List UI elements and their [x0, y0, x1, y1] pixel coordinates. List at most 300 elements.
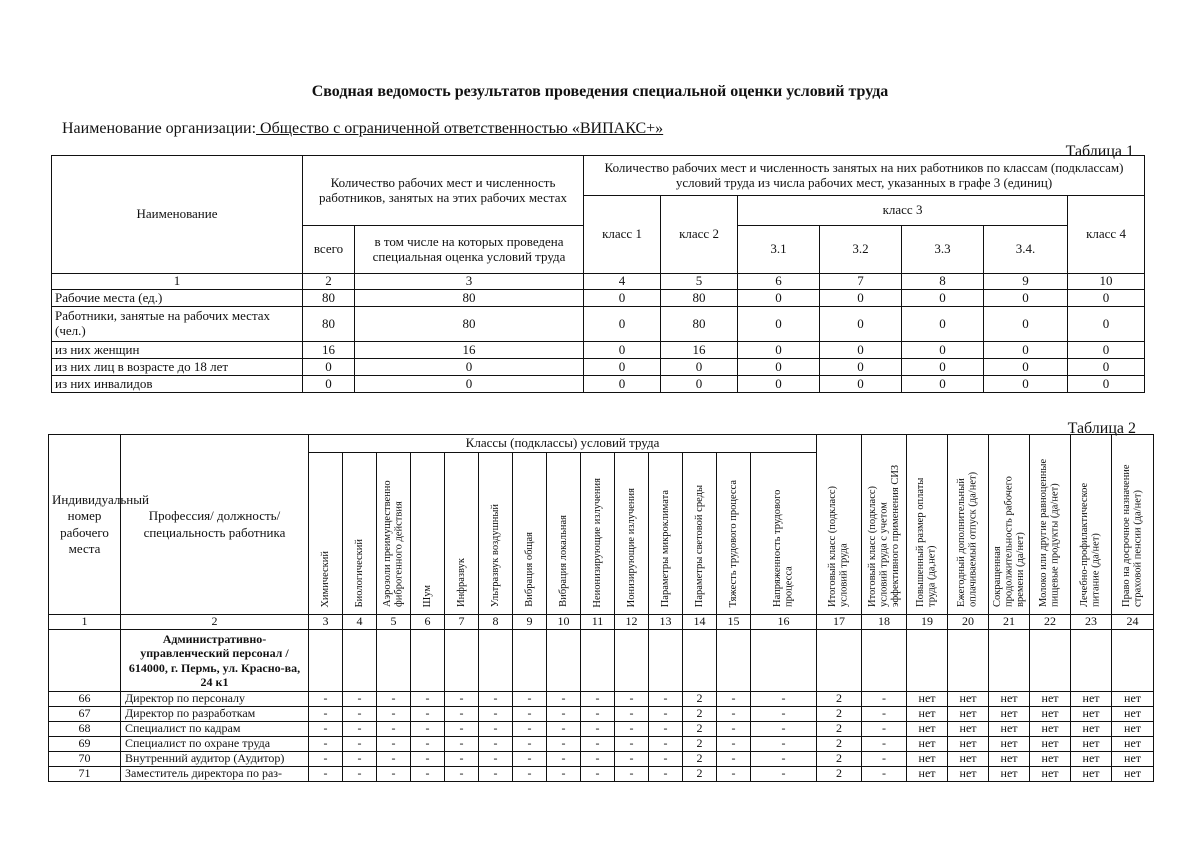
t1-cell: 80 — [355, 307, 584, 342]
t2-cell: - — [309, 752, 343, 767]
t1-cell: 0 — [738, 290, 820, 307]
t1-header-workplaces: Количество рабочих мест и численность работников, занятых на этих рабочих местах — [303, 156, 584, 226]
t1-row-label: Рабочие места (ед.) — [52, 290, 303, 307]
t2-cell: - — [717, 767, 751, 782]
t1-column-number: 8 — [902, 274, 984, 290]
t2-column-number: 18 — [862, 615, 907, 630]
t2-cell: нет — [1071, 737, 1112, 752]
t2-column-number: 21 — [989, 615, 1030, 630]
t1-header-c33: 3.3 — [902, 226, 984, 274]
t2-cell: - — [343, 722, 377, 737]
t2-cell: - — [547, 707, 581, 722]
t2-section-empty — [989, 629, 1030, 692]
t2-cell: - — [513, 692, 547, 707]
t2-cell: - — [717, 692, 751, 707]
t2-cell: - — [445, 737, 479, 752]
t1-cell: 0 — [902, 359, 984, 376]
t2-header-summary — [1112, 435, 1154, 615]
t2-cell: - — [479, 707, 513, 722]
t2-header-factor-label: Ионизирующие излучения — [625, 487, 637, 608]
t2-header-factor — [309, 453, 343, 615]
t2-cell: нет — [989, 737, 1030, 752]
t2-header-factor-label: Тяжесть трудового процесса — [727, 479, 739, 608]
t2-column-number: 10 — [547, 615, 581, 630]
t2-column-number: 9 — [513, 615, 547, 630]
t1-column-numbers-row — [52, 274, 1145, 290]
t2-column-numbers-row — [49, 615, 1154, 630]
t2-header-summary — [817, 435, 862, 615]
t2-column-number: 1 — [49, 615, 121, 630]
t2-section-empty — [411, 629, 445, 692]
t2-cell: - — [581, 737, 615, 752]
t2-cell: - — [479, 767, 513, 782]
t2-header-summary — [862, 435, 907, 615]
t2-cell: - — [862, 722, 907, 737]
t2-cell: - — [445, 767, 479, 782]
t2-cell: - — [513, 767, 547, 782]
t2-column-number: 6 — [411, 615, 445, 630]
t1-cell: 0 — [584, 376, 661, 393]
t1-cell: 0 — [820, 342, 902, 359]
t2-cell: - — [377, 752, 411, 767]
t2-cell: - — [862, 737, 907, 752]
t1-cell: 0 — [355, 376, 584, 393]
t2-cell: нет — [907, 692, 948, 707]
t2-cell: нет — [1030, 722, 1071, 737]
t2-cell: - — [445, 752, 479, 767]
t1-cell: 0 — [584, 290, 661, 307]
t2-cell: нет — [948, 752, 989, 767]
t2-header-factor-label: Аэрозоли преимущественно фиброгенного действия — [381, 480, 405, 608]
t2-header-factor — [343, 453, 377, 615]
t2-row-name: Внутренний аудитор (Аудитор) — [121, 752, 309, 767]
t2-section-empty — [1112, 629, 1154, 692]
t1-column-number: 3 — [355, 274, 584, 290]
t2-section-empty — [377, 629, 411, 692]
t2-section-empty — [683, 629, 717, 692]
t2-header-factor-label: Напряженность трудового процесса — [771, 489, 795, 608]
t2-column-number: 13 — [649, 615, 683, 630]
t2-cell: 2 — [817, 737, 862, 752]
t2-section-empty — [907, 629, 948, 692]
t2-cell: - — [377, 722, 411, 737]
t2-cell: - — [343, 767, 377, 782]
t2-row — [49, 737, 1154, 752]
t2-header-summary-label: Лечебно-профилактическое питание (да/нет) — [1079, 483, 1103, 608]
t2-cell: - — [411, 722, 445, 737]
t1-cell: 0 — [738, 307, 820, 342]
t2-cell: нет — [1071, 767, 1112, 782]
t2-cell: - — [581, 707, 615, 722]
t2-cell: - — [615, 707, 649, 722]
t2-column-number: 15 — [717, 615, 751, 630]
t2-cell: 2 — [817, 767, 862, 782]
t2-section-empty — [1071, 629, 1112, 692]
t2-row — [49, 692, 1154, 707]
t2-section-empty — [817, 629, 862, 692]
t2-cell: 2 — [683, 707, 717, 722]
t1-column-number: 9 — [984, 274, 1068, 290]
table1-caption: Таблица 1 — [1065, 143, 1134, 160]
t2-row — [49, 752, 1154, 767]
t2-header-factor-label: Шум — [421, 584, 433, 608]
organization-label: Наименование организации: — [62, 120, 257, 137]
t2-cell: - — [751, 692, 817, 707]
document-title: Сводная ведомость результатов проведения специальной оценки условий труда — [311, 83, 889, 100]
t2-column-number: 16 — [751, 615, 817, 630]
t2-cell: нет — [948, 737, 989, 752]
t2-header-factor — [615, 453, 649, 615]
t2-row — [49, 767, 1154, 782]
t2-cell: - — [862, 707, 907, 722]
t2-cell: - — [343, 692, 377, 707]
t2-section-empty — [581, 629, 615, 692]
t2-cell: - — [615, 722, 649, 737]
t2-section-empty — [615, 629, 649, 692]
t1-cell: 0 — [584, 359, 661, 376]
t2-column-number: 19 — [907, 615, 948, 630]
t1-row-label: из них инвалидов — [52, 376, 303, 393]
t2-section-id — [49, 629, 121, 692]
t1-cell: 0 — [584, 342, 661, 359]
t2-cell: - — [309, 692, 343, 707]
t2-cell: - — [717, 752, 751, 767]
t1-cell: 0 — [984, 290, 1068, 307]
t2-section-title: Административно-управленческий персонал / 614000, г. Пермь, ул. Красно-ва, 24 к1 — [121, 629, 309, 692]
t2-section-empty — [1030, 629, 1071, 692]
t2-section-empty — [717, 629, 751, 692]
t1-cell: 0 — [984, 342, 1068, 359]
t1-cell: 0 — [584, 307, 661, 342]
t1-cell: 0 — [902, 307, 984, 342]
t2-section-empty — [948, 629, 989, 692]
t2-cell: нет — [1071, 707, 1112, 722]
t2-row-id: 70 — [49, 752, 121, 767]
t2-cell: - — [411, 692, 445, 707]
t2-column-number: 14 — [683, 615, 717, 630]
t2-row-id: 67 — [49, 707, 121, 722]
t1-header-c31: 3.1 — [738, 226, 820, 274]
t2-cell: нет — [907, 707, 948, 722]
t2-row-name: Директор по персоналу — [121, 692, 309, 707]
t1-header-class2: класс 2 — [661, 196, 738, 274]
t2-cell: нет — [989, 767, 1030, 782]
t1-cell: 0 — [984, 307, 1068, 342]
t2-row — [49, 707, 1154, 722]
t1-cell: 0 — [355, 359, 584, 376]
table2-caption: Таблица 2 — [1067, 420, 1136, 437]
t1-cell: 0 — [661, 376, 738, 393]
t2-section-empty — [343, 629, 377, 692]
t2-cell: - — [377, 737, 411, 752]
t2-section-row — [49, 629, 1154, 692]
t2-cell: - — [862, 692, 907, 707]
t2-cell: - — [343, 707, 377, 722]
t2-cell: - — [717, 722, 751, 737]
t1-column-number: 4 — [584, 274, 661, 290]
t2-cell: - — [581, 722, 615, 737]
t2-header-factor-label: Параметры световой среды — [693, 484, 705, 608]
t2-header-factor — [649, 453, 683, 615]
t2-cell: нет — [948, 767, 989, 782]
t2-cell: - — [309, 737, 343, 752]
t2-cell: - — [547, 692, 581, 707]
t2-cell: 2 — [817, 692, 862, 707]
t1-header-class1: класс 1 — [584, 196, 661, 274]
t2-header-factor-label: Биологический — [353, 538, 365, 608]
t2-cell: - — [513, 737, 547, 752]
t2-cell: нет — [989, 692, 1030, 707]
t2-header-factor — [513, 453, 547, 615]
t2-cell: - — [479, 752, 513, 767]
t2-cell: нет — [1030, 752, 1071, 767]
t2-header-summary-label: Право на досрочное назначение страховой пенсии (да/нет) — [1120, 464, 1144, 608]
t1-row — [52, 359, 1145, 376]
t2-header-summary — [907, 435, 948, 615]
organization-value: Общество с ограниченной ответственностью «ВИПАКС+» — [256, 120, 664, 137]
t2-cell: - — [547, 737, 581, 752]
t1-row — [52, 376, 1145, 393]
t1-header-assessed: в том числе на которых проведена специальная оценка условий труда — [355, 226, 584, 274]
t2-cell: - — [309, 722, 343, 737]
t1-header-c34: 3.4. — [984, 226, 1068, 274]
t1-cell: 80 — [303, 290, 355, 307]
t2-header-factor-label: Химический — [319, 550, 331, 608]
t2-cell: - — [309, 767, 343, 782]
t2-column-number: 17 — [817, 615, 862, 630]
t1-column-number: 7 — [820, 274, 902, 290]
t1-cell: 0 — [1068, 376, 1145, 393]
t2-cell: - — [751, 767, 817, 782]
t2-cell: - — [513, 752, 547, 767]
t1-header-class3: класс 3 — [738, 196, 1068, 226]
t2-section-empty — [309, 629, 343, 692]
t2-column-number: 8 — [479, 615, 513, 630]
t2-row — [49, 722, 1154, 737]
t1-cell: 0 — [738, 359, 820, 376]
t2-header-summary — [989, 435, 1030, 615]
t1-cell: 80 — [661, 307, 738, 342]
t2-header-factor-label: Параметры микроклимата — [659, 489, 671, 608]
t1-cell: 0 — [820, 376, 902, 393]
t2-column-number: 12 — [615, 615, 649, 630]
t2-cell: - — [581, 692, 615, 707]
t2-cell: - — [479, 692, 513, 707]
t2-cell: - — [751, 737, 817, 752]
t2-cell: - — [615, 737, 649, 752]
t1-column-number: 6 — [738, 274, 820, 290]
t1-column-number: 5 — [661, 274, 738, 290]
t1-cell: 0 — [303, 359, 355, 376]
t2-row-id: 69 — [49, 737, 121, 752]
t2-cell: - — [751, 707, 817, 722]
t2-cell: - — [615, 692, 649, 707]
t1-cell: 0 — [1068, 307, 1145, 342]
t2-header-summary — [948, 435, 989, 615]
t2-header-factor — [547, 453, 581, 615]
t2-header-factor — [683, 453, 717, 615]
t2-header-factor — [751, 453, 817, 615]
t2-cell: - — [862, 752, 907, 767]
t2-cell: 2 — [683, 752, 717, 767]
t2-cell: нет — [1112, 752, 1154, 767]
t2-cell: - — [547, 722, 581, 737]
t2-header-factor — [377, 453, 411, 615]
t1-cell: 80 — [355, 290, 584, 307]
t1-row — [52, 290, 1145, 307]
t2-cell: - — [411, 737, 445, 752]
t1-column-number: 10 — [1068, 274, 1145, 290]
t2-cell: нет — [907, 737, 948, 752]
t2-row-name: Специалист по охране труда — [121, 737, 309, 752]
t1-header-class4: класс 4 — [1068, 196, 1145, 274]
t2-cell: - — [411, 767, 445, 782]
t2-cell: - — [411, 707, 445, 722]
t2-cell: - — [377, 767, 411, 782]
t2-header-factor-label: Инфразвук — [455, 558, 467, 608]
t2-cell: - — [547, 767, 581, 782]
t2-row-id: 66 — [49, 692, 121, 707]
t2-cell: нет — [907, 752, 948, 767]
t2-section-empty — [547, 629, 581, 692]
t1-cell: 0 — [902, 376, 984, 393]
t2-cell: - — [479, 722, 513, 737]
t2-cell: - — [411, 752, 445, 767]
t2-header-summary-label: Итоговый класс (подкласс) условий труда с учетом эффективного применения СИЗ — [866, 465, 901, 608]
t1-column-number: 1 — [52, 274, 303, 290]
t2-cell: - — [649, 722, 683, 737]
t2-cell: нет — [1112, 767, 1154, 782]
t2-cell: - — [479, 737, 513, 752]
t2-column-number: 2 — [121, 615, 309, 630]
t1-header-c32: 3.2 — [820, 226, 902, 274]
t2-cell: - — [751, 752, 817, 767]
t2-cell: - — [649, 752, 683, 767]
t2-cell: - — [751, 722, 817, 737]
t2-cell: нет — [1071, 692, 1112, 707]
t1-cell: 0 — [984, 376, 1068, 393]
t2-cell: нет — [989, 707, 1030, 722]
t2-cell: 2 — [817, 722, 862, 737]
t2-cell: - — [445, 707, 479, 722]
t2-cell: 2 — [683, 767, 717, 782]
t2-cell: - — [377, 707, 411, 722]
t1-row-label: Работники, занятые на рабочих местах (чел.) — [52, 307, 303, 342]
t1-cell: 0 — [661, 359, 738, 376]
t2-cell: нет — [989, 752, 1030, 767]
t2-header-summary-label: Итоговый класс (подкласс) условий труда — [827, 486, 851, 608]
t2-cell: нет — [1030, 737, 1071, 752]
t2-header-summary-label: Сокращенная продолжительность рабочего времени (да/нет) — [991, 476, 1026, 608]
t2-column-number: 7 — [445, 615, 479, 630]
t2-row-name: Директор по разработкам — [121, 707, 309, 722]
t1-cell: 0 — [820, 290, 902, 307]
t2-cell: нет — [1112, 737, 1154, 752]
t1-row-label: из них женщин — [52, 342, 303, 359]
t2-cell: нет — [948, 692, 989, 707]
t2-row-name: Специалист по кадрам — [121, 722, 309, 737]
t2-section-empty — [751, 629, 817, 692]
t2-cell: - — [513, 707, 547, 722]
t2-cell: нет — [1071, 752, 1112, 767]
t2-header-factor — [445, 453, 479, 615]
t1-cell: 0 — [303, 376, 355, 393]
t2-cell: - — [377, 692, 411, 707]
t2-cell: нет — [1030, 707, 1071, 722]
t1-header-total: всего — [303, 226, 355, 274]
t2-header-factor-label: Вибрация локальная — [557, 515, 569, 608]
t2-cell: 2 — [817, 707, 862, 722]
t2-cell: нет — [1030, 767, 1071, 782]
t2-cell: нет — [907, 767, 948, 782]
t1-cell: 80 — [303, 307, 355, 342]
t2-cell: - — [445, 722, 479, 737]
organization-line — [62, 120, 663, 138]
t2-column-number: 3 — [309, 615, 343, 630]
t2-column-number: 23 — [1071, 615, 1112, 630]
t2-cell: - — [513, 722, 547, 737]
t1-cell: 0 — [738, 376, 820, 393]
t1-cell: 80 — [661, 290, 738, 307]
t2-cell: - — [615, 767, 649, 782]
t2-section-empty — [479, 629, 513, 692]
t2-cell: - — [717, 737, 751, 752]
t2-cell: нет — [1112, 707, 1154, 722]
t2-column-number: 22 — [1030, 615, 1071, 630]
t1-row — [52, 342, 1145, 359]
t2-cell: - — [581, 752, 615, 767]
t2-cell: нет — [989, 722, 1030, 737]
t2-cell: - — [862, 767, 907, 782]
t2-section-empty — [862, 629, 907, 692]
t2-cell: - — [649, 767, 683, 782]
t2-cell: нет — [1071, 722, 1112, 737]
t2-cell: - — [309, 707, 343, 722]
t2-cell: нет — [1112, 722, 1154, 737]
t2-header-profession: Профессия/ должность/ специальность работника — [121, 435, 309, 615]
t2-header-factor-label: Неионизирующие излучения — [591, 477, 603, 608]
t2-header-summary-label: Ежегодный дополнительный оплачиваемый отпуск (да/нет) — [956, 472, 980, 608]
t1-cell: 0 — [820, 307, 902, 342]
summary-table-2 — [48, 434, 1154, 782]
summary-table-1 — [51, 155, 1145, 393]
t1-cell: 0 — [984, 359, 1068, 376]
t2-column-number: 24 — [1112, 615, 1154, 630]
t2-cell: - — [649, 707, 683, 722]
t2-header-factor-label: Ультразвук воздушный — [489, 503, 501, 608]
t2-header-factor — [479, 453, 513, 615]
t1-header-name: Наименование — [52, 156, 303, 274]
t1-cell: 0 — [902, 342, 984, 359]
t2-header-summary — [1071, 435, 1112, 615]
t2-header-factor — [717, 453, 751, 615]
t2-section-empty — [445, 629, 479, 692]
t1-row — [52, 307, 1145, 342]
t2-row-id: 71 — [49, 767, 121, 782]
t1-cell: 0 — [902, 290, 984, 307]
t1-cell: 0 — [1068, 359, 1145, 376]
t2-section-empty — [513, 629, 547, 692]
t2-cell: - — [343, 752, 377, 767]
t1-cell: 0 — [738, 342, 820, 359]
t2-cell: - — [343, 737, 377, 752]
t2-cell: нет — [907, 722, 948, 737]
t2-cell: нет — [1030, 692, 1071, 707]
t2-cell: 2 — [683, 692, 717, 707]
t2-cell: - — [581, 767, 615, 782]
t2-column-number: 11 — [581, 615, 615, 630]
t2-row-name: Заместитель директора по раз- — [121, 767, 309, 782]
